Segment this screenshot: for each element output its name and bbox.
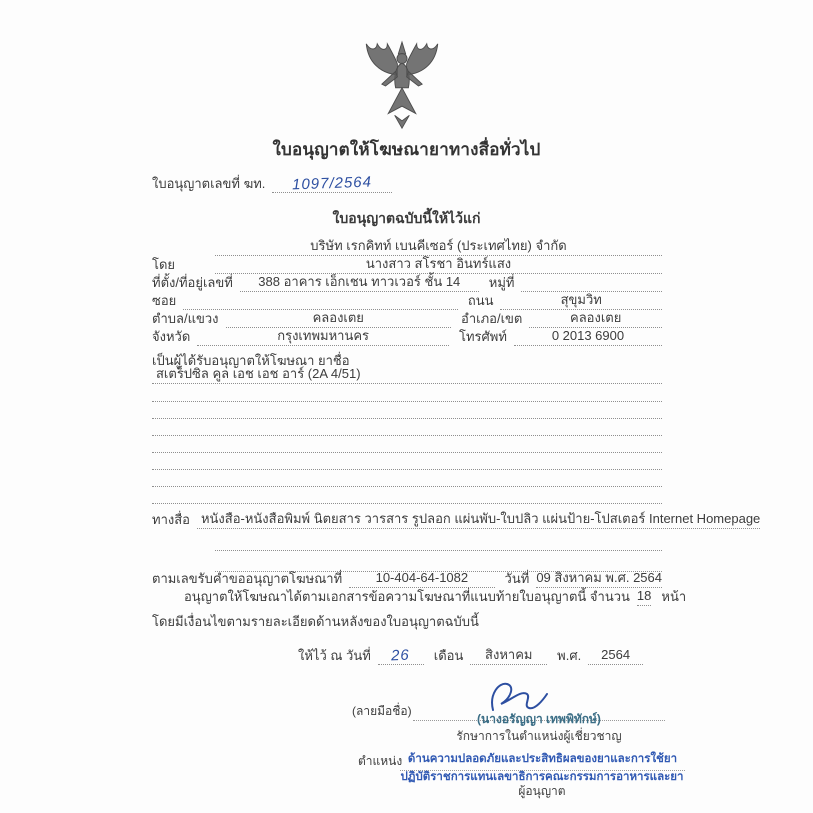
approval-text: อนุญาตให้โฆษณาได้ตามเอกสารข้อความโฆษณาที่แนบท้ายใบอนุญาตนี้ จำนวน [184, 589, 630, 605]
issue-date-month-label: เดือน [433, 647, 464, 663]
phone-label: โทรศัพท์ [459, 329, 507, 345]
garuda-emblem-icon [347, 38, 457, 134]
authorizer-label: ผู้อนุญาต [518, 784, 566, 798]
issue-date-year: 2564 [588, 647, 643, 665]
moo-value [521, 274, 662, 292]
media-channels: หนังสือ-หนังสือพิมพ์ นิตยสาร วารสาร รูปลอก แผ่นพับ-ใบปลิว แผ่นป้าย-โปสเตอร์ Internet Homepage [197, 511, 760, 529]
application-ref-row [152, 570, 662, 588]
issued-to-heading: ใบอนุญาตฉบับนี้ให้ไว้แก่ [332, 210, 481, 226]
province-value: กรุงเทพมหานคร [197, 328, 449, 346]
blank-line [152, 469, 662, 470]
address-row [152, 274, 662, 292]
blank-line [215, 550, 662, 551]
page-title: ใบอนุญาตให้โฆษณายาทางสื่อทั่วไป [272, 140, 541, 159]
by-name: นางสาว สโรชา อินทร์แสง [215, 256, 662, 274]
subdistrict-label: ตำบล/แขวง [152, 311, 219, 327]
blank-line [152, 435, 662, 436]
blank-line [152, 401, 662, 402]
application-ref-label: ตามเลขรับคำขออนุญาตโฆษณาที่ [152, 571, 343, 587]
district-label: อำเภอ/เขต [461, 311, 523, 327]
position-line1-stamp: ด้านความปลอดภัยและประสิทธิผลของยาและการใช้ยา [400, 750, 685, 771]
permit-number-row [152, 172, 392, 193]
issue-date-day: 26 [378, 644, 424, 665]
by-label: โดย [152, 257, 176, 273]
province-phone-row [152, 328, 662, 346]
company-name: บริษัท เรกคิทท์ เบนคีเซอร์ (ประเทศไทย) จำกัด [215, 238, 662, 256]
soi-road-row [152, 292, 662, 310]
issue-date-era-label: พ.ศ. [557, 647, 582, 663]
position-line2-stamp: ปฏิบัติราชการแทนเลขาธิการคณะกรรมการอาหารและยา [400, 771, 684, 783]
blank-line [152, 486, 662, 487]
district-value: คลองเตย [529, 310, 662, 328]
application-date-value: 09 สิงหาคม พ.ศ. 2564 [536, 570, 662, 588]
approval-row [152, 588, 687, 606]
approval-pages-unit: หน้า [661, 589, 687, 605]
issue-date-month: สิงหาคม [470, 647, 547, 665]
drug-name: สเตร็ปซิล คูล เอช เอช อาร์ (2A 4/51) [152, 366, 662, 384]
address-value: 388 อาคาร เอ็กเชน ทาวเวอร์ ชั้น 14 [240, 274, 479, 292]
blank-line [152, 452, 662, 453]
road-label: ถนน [467, 293, 494, 309]
acting-title: รักษาการในตำแหน่งผู้เชี่ยวชาญ [456, 729, 622, 743]
permission-text: เป็นผู้ได้รับอนุญาตให้โฆษณา ยาชื่อ [152, 353, 350, 368]
province-label: จังหวัด [152, 329, 191, 345]
permit-number-label: ใบอนุญาตเลขที่ ฆท. [152, 175, 266, 191]
road-value: สุขุมวิท [500, 292, 662, 310]
blank-line [152, 503, 662, 504]
moo-label: หมู่ที่ [488, 275, 515, 291]
issue-date-prefix: ให้ไว้ ณ วันที่ [298, 647, 371, 663]
position-label: ตำแหน่ง [358, 754, 403, 768]
drug-name-row [152, 366, 662, 384]
issue-date-row [298, 644, 643, 665]
subdistrict-district-row [152, 310, 662, 328]
media-row [152, 511, 761, 529]
application-ref-no: 10-404-64-1082 [349, 570, 494, 588]
by-row [152, 256, 662, 274]
soi-value [183, 292, 458, 310]
phone-value: 0 2013 6900 [514, 328, 662, 346]
subdistrict-value: คลองเตย [226, 310, 452, 328]
soi-label: ซอย [152, 293, 177, 309]
blank-line [152, 418, 662, 419]
conditions-text: โดยมีเงื่อนไขตามรายละเอียดด้านหลังของใบอนุญาตฉบับนี้ [152, 614, 479, 629]
address-label: ที่ตั้ง/ที่อยู่เลขที่ [152, 275, 233, 291]
permit-number-value: 1097/2564 [272, 172, 392, 193]
application-date-label: วันที่ [504, 571, 530, 587]
approval-pages-value: 18 [637, 588, 651, 606]
signer-name-stamp: (นางอรัญญา เทพพิทักษ์) [477, 712, 601, 726]
company-row [152, 238, 662, 256]
signature-label: (ลายมือชื่อ) [352, 704, 412, 718]
media-label: ทางสื่อ [152, 512, 190, 528]
